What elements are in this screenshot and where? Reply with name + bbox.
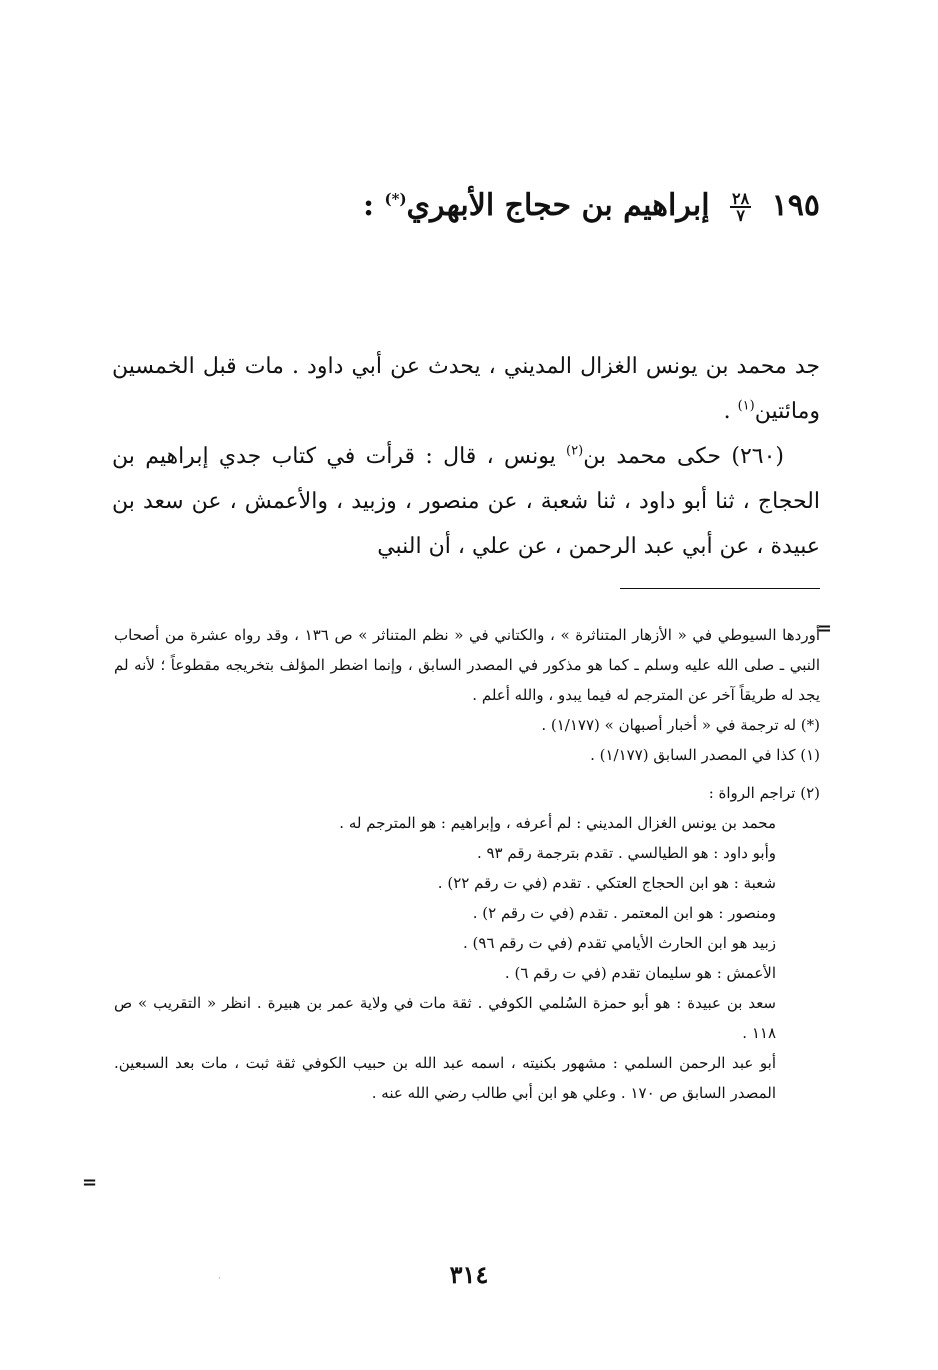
narrator-entry: سعد بن عبيدة : هو أبو حمزة السُلمي الكوفي . ثقة مات في ولاية عمر بن هبيرة . انظر « التقريب » ص ١١٨ . [114,994,776,1042]
paragraph-hadith [112,434,820,569]
footnote-separator [620,588,820,589]
footnote-ref-1: (١) [737,398,755,414]
entry-number: ١٩٥ [771,188,820,223]
footnote-ref-2: (٢) [566,443,584,459]
hadith-start: (٢٦٠) حكى محمد بن [583,444,784,469]
footnote-1: (١) كذا في المصدر السابق (١/١٧٧) . [590,746,820,764]
narrator-entry: محمد بن يونس الغزال المديني : لم أعرفه ، وإبراهيم : هو المترجم له . [339,814,776,832]
continuation-mark-top: = [816,618,832,639]
page-number: ٣١٤ [449,1260,489,1289]
footnotes [114,620,820,1108]
narrator-entry: ومنصور : هو ابن المعتمر . تقدم (في ت رقم ٢) . [472,904,776,922]
narrator-entry: وأبو داود : هو الطيالسي . تقدم بترجمة رقم ٩٣ . [476,844,776,862]
paragraph-biography [112,344,820,434]
footnote-continuation: أوردها السيوطي في « الأزهار المتناثرة » ، والكتاني في « نظم المتناثر » ص ١٣٦ ، وقد رواه عشرة من أصحاب النبي ـ صلى الله عليه وسلم ـ كما هو مذكور في المصدر السابق ، وإنما اضطر المؤلف بتخريجه مقطوعاً ؛ لأنه لم يجد له طريقاً آخر عن المترجم له فيما يبدو ، والله أعلم . [114,626,820,704]
continuation-mark-bottom: = [82,1172,98,1193]
biography-end: . [723,399,738,424]
narrator-entry: زبيد هو ابن الحارث الأيامي تقدم (في ت رقم ٩٦) . [463,934,776,952]
hadith-text: يونس ، قال : قرأت في كتاب جدي إبراهيم بن الحجاج ، ثنا أبو داود ، ثنا شعبة ، عن منصور ، وزبيد ، والأعمش ، عن سعد بن عبيدة ، عن أبي عبد الرحمن ، عن علي ، أن النبي [112,444,820,559]
narrator-entry: شعبة : هو ابن الحجاج العتكي . تقدم (في ت رقم ٢٢) . [437,874,776,892]
narrator-list [114,808,820,1108]
entry-name: إبراهيم بن حجاج الأبهري [406,188,710,223]
footnote-star: (*) له ترجمة في « أخبار أصبهان » (١/١٧٧) . [541,716,820,734]
heading-note-marker: (*) [384,190,407,208]
scan-speck: · [218,1274,221,1284]
narrator-entry: الأعمش : هو سليمان تقدم (في ت رقم ٦) . [504,964,776,982]
fraction-denominator: ٧ [736,206,745,225]
entry-fraction [730,191,751,223]
narrator-entry: أبو عبد الرحمن السلمي : مشهور بكنيته ، اسمه عبد الله بن حبيب الكوفي ثقة ثبت ، مات بعد السبعين. المصدر السابق ص ١٧٠ . وعلي هو ابن أبي طالب رضي الله عنه . [114,1054,776,1102]
footnote-2-title: (٢) تراجم الرواة : [708,784,820,802]
heading-colon: : [362,188,375,223]
fraction-numerator: ٢٨ [732,189,750,208]
entry-heading [100,188,820,223]
main-text [112,344,820,569]
biography-text: جد محمد بن يونس الغزال المديني ، يحدث عن أبي داود . مات قبل الخمسين ومائتين [112,354,820,424]
